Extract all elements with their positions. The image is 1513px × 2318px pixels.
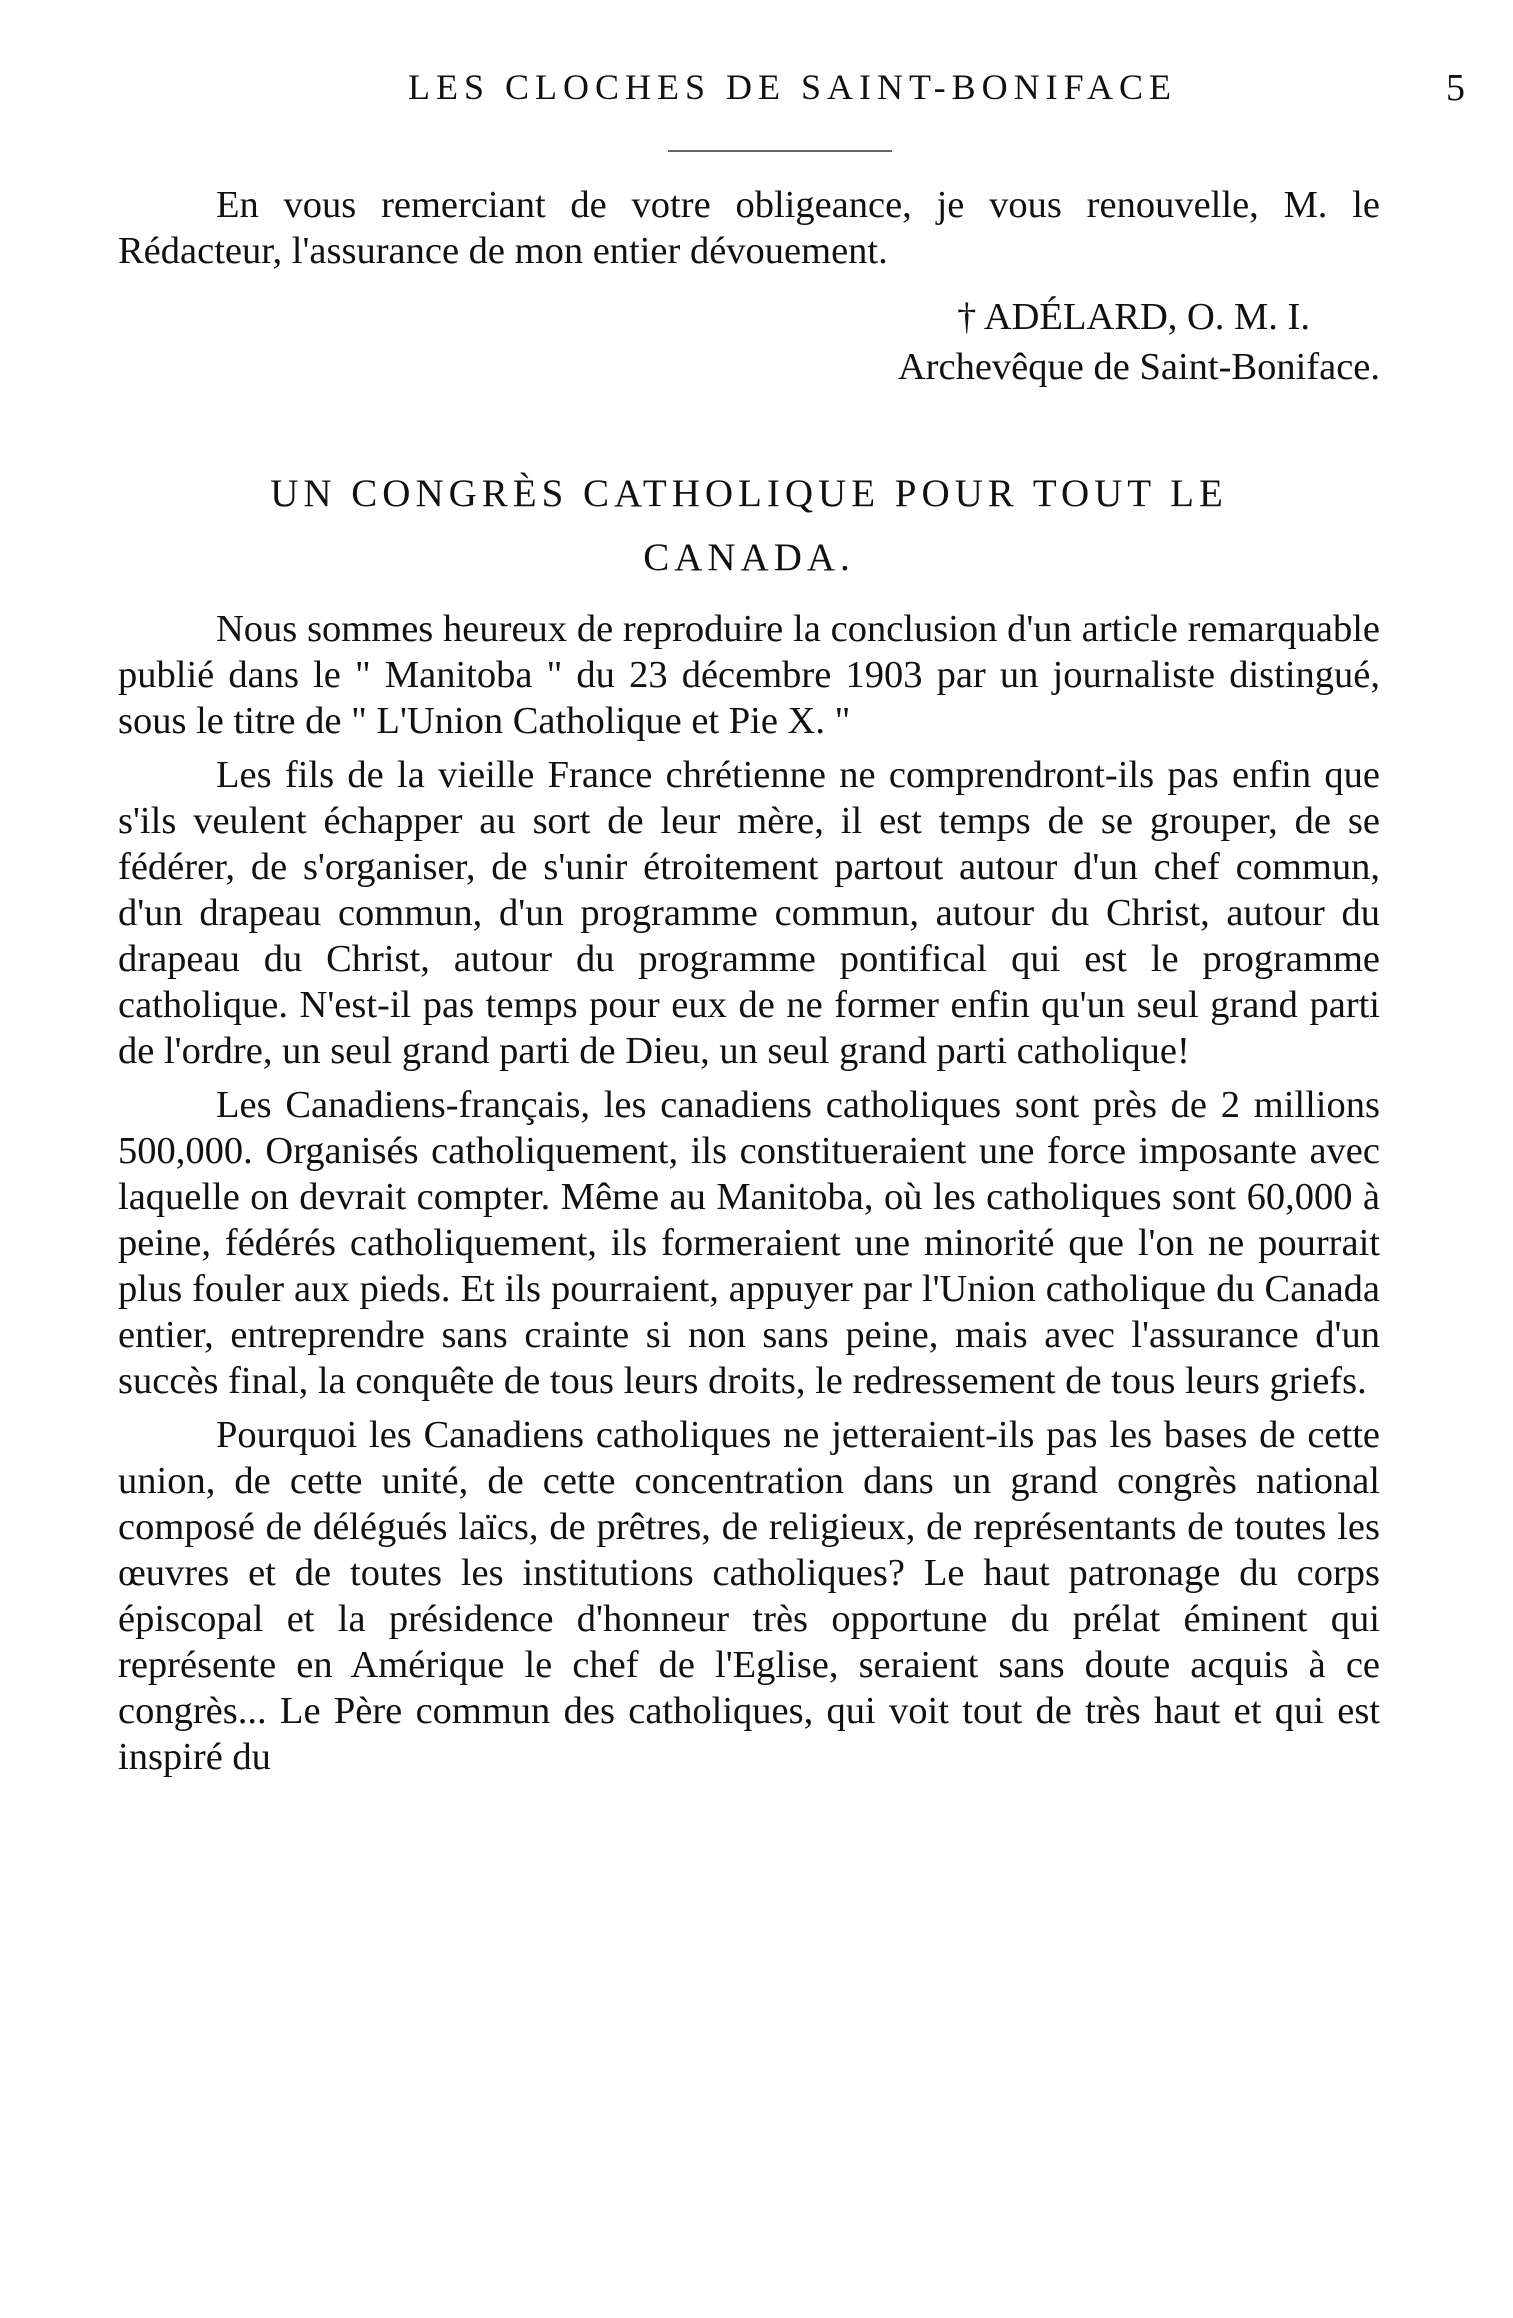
signature-block <box>118 292 1380 392</box>
header-rule <box>668 150 892 152</box>
running-title: LES CLOCHES DE SAINT-BONIFACE <box>407 67 1178 107</box>
page-number: 5 <box>1446 67 1465 109</box>
article-title-line-2: CANADA. <box>643 536 855 579</box>
signature-title: Archevêque de Saint-Boniface. <box>897 346 1380 388</box>
article-title-line-1: UN CONGRÈS CATHOLIQUE POUR TOUT LE <box>270 472 1228 515</box>
article-paragraph-1: Nous sommes heureux de reproduire la conclusion d'un article remarquable publié dans le " Manitoba " du 23 décembre 1903 par un journaliste distingué, sous le titre de " L'Union Catholique et Pie X. " <box>118 608 1380 742</box>
signature-name: † ADÉLARD, O. M. I. <box>957 296 1310 338</box>
article-paragraph-4: Pourquoi les Canadiens catholiques ne jetteraient-ils pas les bases de cette union, de cette unité, de cette concentration dans un grand congrès national composé de délégués laïcs, de prêtres, de religieux, de représentants de toutes les œuvres et de toutes les institutions catholiques? Le haut patronage du corps épiscopal et la présidence d'honneur très opportune du prélat éminent qui représente en Amérique le chef de l'Eglise, seraient sans doute acquis à ce congrès... Le Père commun des catholiques, qui voit tout de très haut et qui est inspiré du <box>118 1414 1380 1778</box>
article-paragraph-2: Les fils de la vieille France chrétienne ne comprendront-ils pas enfin que s'ils veulent échapper au sort de leur mère, il est temps de se grouper, de se fédérer, de s'organiser, de s'unir étroitement partout autour d'un chef commun, d'un drapeau commun, d'un programme commun, autour du Christ, autour du drapeau du Christ, autour du programme pontifical qui est le programme catholique. N'est-il pas temps pour eux de ne former enfin qu'un seul grand parti de l'ordre, un seul grand parti de Dieu, un seul grand parti catholique! <box>118 754 1380 1072</box>
letter-closing-paragraph: En vous remerciant de votre obligeance, je vous renouvelle, M. le Rédacteur, l'assurance de mon entier dévouement. <box>118 184 1380 272</box>
article-title <box>118 462 1380 590</box>
article-paragraph-3: Les Canadiens-français, les canadiens catholiques sont près de 2 millions 500,000. Organisés catholiquement, ils constitueraient une force imposante avec laquelle on devrait compter. Même au Manitoba, où les catholiques sont 60,000 à peine, fédérés catholiquement, ils formeraient une minorité que l'on ne pourrait plus fouler aux pieds. Et ils pourraient, appuyer par l'Union catholique du Canada entier, entreprendre sans crainte si non sans peine, mais avec l'assurance d'un succès final, la conquête de tous leurs droits, le redressement de tous leurs griefs. <box>118 1084 1380 1402</box>
running-head <box>120 66 1465 126</box>
body-text <box>118 182 1380 1780</box>
